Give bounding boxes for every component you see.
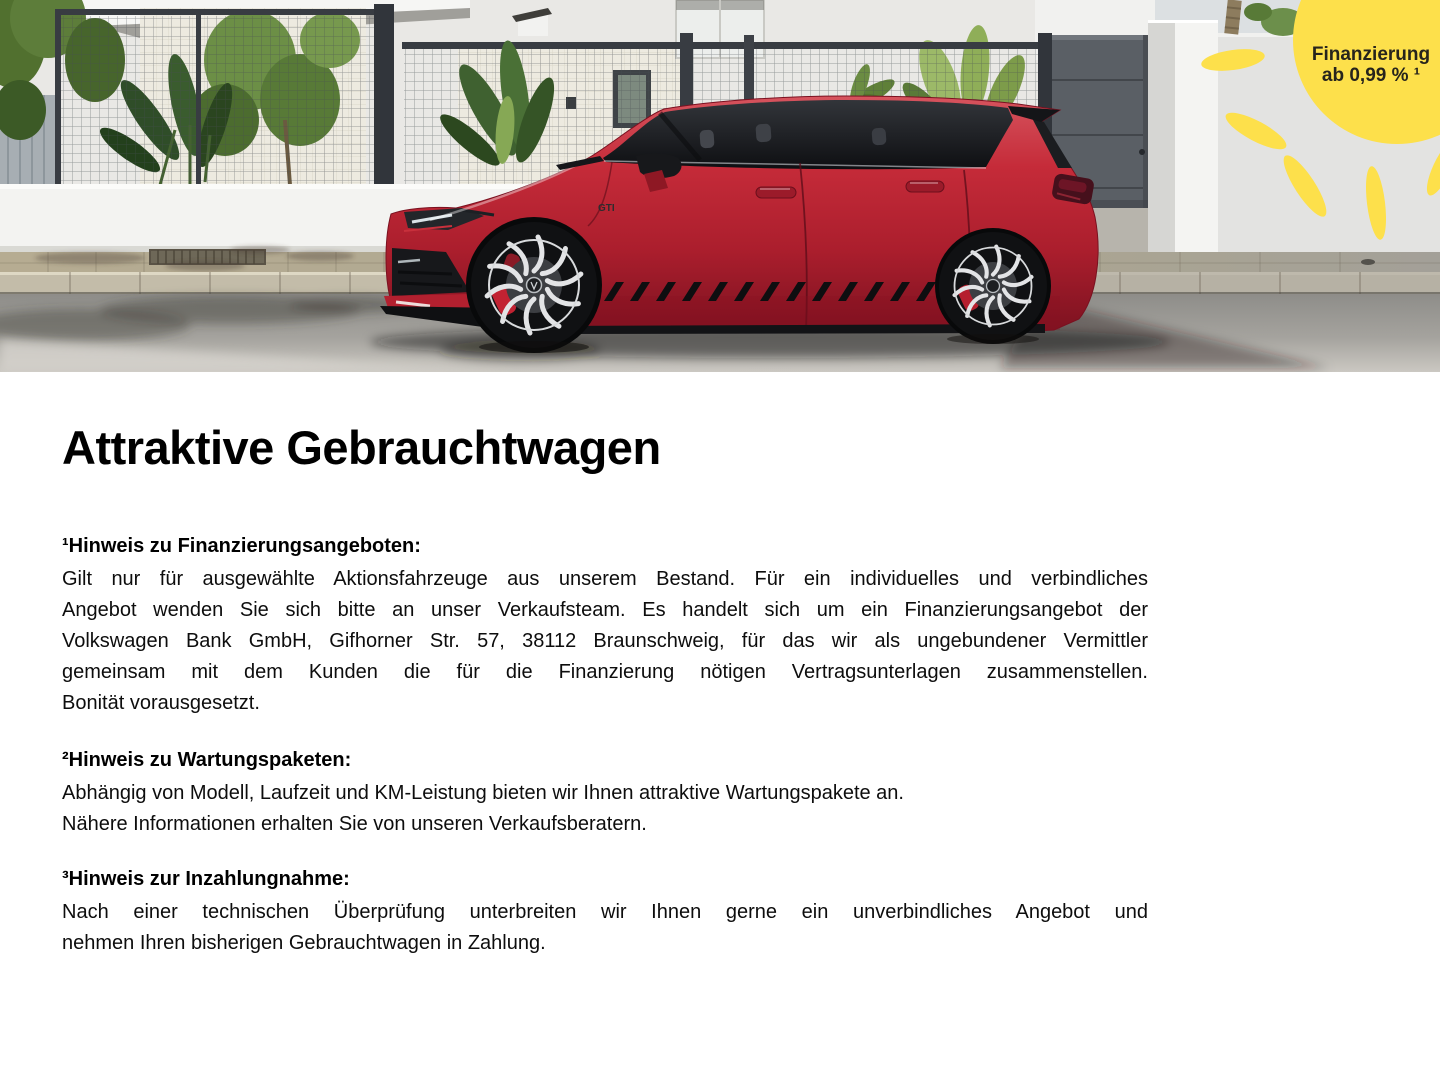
note-financing bbox=[62, 531, 1148, 719]
text-line: gemeinsam mit dem Kunden die für die Finanzierung nötigen Vertragsunterlagen zusammenstellen. bbox=[62, 660, 1148, 683]
financing-badge bbox=[1296, 44, 1440, 86]
gate-pillar bbox=[1148, 20, 1218, 262]
note-financing-title: ¹Hinweis zu Finanzierungsangeboten: bbox=[62, 534, 421, 557]
text-line: Bonität vorausgesetzt. bbox=[62, 691, 260, 714]
text-line: Abhängig von Modell, Laufzeit und KM-Leistung bieten wir Ihnen attraktive Wartungspakete an. bbox=[62, 781, 904, 804]
front-wheel bbox=[471, 222, 597, 348]
text-line: Volkswagen Bank GmbH, Gifhorner Str. 57, 38112 Braunschweig, für das wir als ungebundener Vermittler bbox=[62, 629, 1148, 652]
note-maintenance-title: ²Hinweis zu Wartungspaketen: bbox=[62, 748, 352, 771]
note-tradein bbox=[62, 864, 1148, 959]
text-line: Nähere Informationen erhalten Sie von unseren Verkaufsberatern. bbox=[62, 812, 647, 835]
page-title: Attraktive Gebrauchtwagen bbox=[62, 421, 661, 474]
financing-badge-line2: ab 0,99 % ¹ bbox=[1321, 65, 1421, 86]
note-tradein-title: ³Hinweis zur Inzahlungnahme: bbox=[62, 867, 350, 890]
note-maintenance bbox=[62, 745, 1148, 840]
content-area bbox=[0, 422, 1440, 959]
text-line: Nach einer technischen Überprüfung unterbreiten wir Ihnen gerne ein unverbindliches Angebot und bbox=[62, 900, 1148, 923]
financing-badge-line1: Finanzierung bbox=[1311, 44, 1431, 65]
gti-badge: GTI bbox=[598, 203, 615, 214]
rear-wheel bbox=[939, 232, 1047, 340]
text-line: Gilt nur für ausgewählte Aktionsfahrzeuge aus unserem Bestand. Für ein individuelles und verbindliches bbox=[62, 567, 1148, 590]
note-financing-body bbox=[62, 564, 1148, 719]
hero-photo bbox=[0, 0, 1440, 372]
note-maintenance-body bbox=[62, 778, 1148, 840]
text-line: Angebot wenden Sie sich bitte an unser Verkaufsteam. Es handelt sich um ein Finanzierungsangebot der bbox=[62, 598, 1148, 621]
fence-panel-left bbox=[58, 12, 382, 188]
note-tradein-body bbox=[62, 897, 1148, 959]
hero-scene bbox=[0, 0, 1440, 372]
text-line: nehmen Ihren bisherigen Gebrauchtwagen in Zahlung. bbox=[62, 931, 546, 954]
